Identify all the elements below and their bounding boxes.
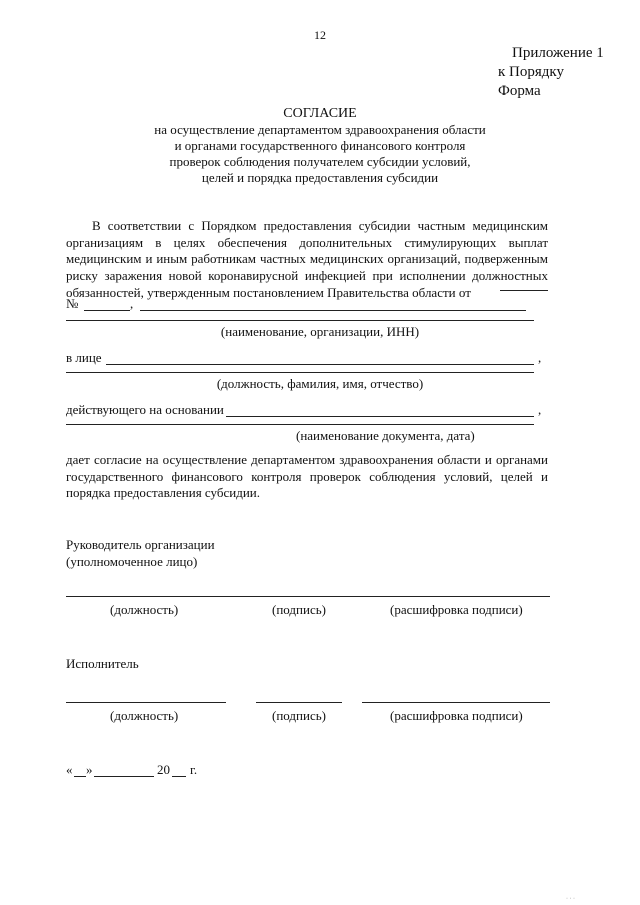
- head-signature-line: [66, 596, 550, 597]
- number-comma: ,: [130, 296, 134, 311]
- number-blank: [84, 310, 130, 311]
- head-line-1: Руководитель организации: [66, 537, 215, 552]
- acting-basis-comma: ,: [538, 402, 542, 417]
- executor-signature-caption: (подпись): [272, 708, 326, 723]
- title-line-2: и органами государственного финансового контроля: [174, 138, 466, 153]
- intro-paragraph: В соответствии с Порядком предоставления субсидии частным медицинским организациям в целях обеспечения дополнительных стимулирующих выплат медицинским и иным работникам частных медицинских организаций, подверженным риску заражения новой коронавирусной инфекцией при исполнении должностных обязанностей, утвержденным постановлением Правительства области от: [66, 218, 548, 300]
- in-person-blank: [106, 364, 534, 365]
- executor-position-line: [66, 702, 226, 703]
- date-year-suffix: г.: [190, 762, 198, 777]
- executor-position-caption: (должность): [110, 708, 179, 723]
- document-caption: (наименование документа, дата): [296, 428, 475, 443]
- in-person-label: в лице: [66, 350, 102, 365]
- in-person-comma: ,: [538, 350, 542, 365]
- executor-signature-line: [256, 702, 342, 703]
- title-line-1: на осуществление департаментом здравоохранения области: [154, 122, 486, 137]
- organization-caption: (наименование, организации, ИНН): [220, 324, 420, 339]
- executor-decoding-line: [362, 702, 550, 703]
- date-year-prefix: 20: [157, 762, 170, 777]
- organization-blank: [66, 320, 534, 321]
- title-blank: [140, 310, 526, 311]
- date-open-quote: «: [66, 762, 73, 777]
- head-label: [66, 536, 215, 570]
- head-signature-caption: (подпись): [272, 602, 326, 617]
- executor-label: Исполнитель: [66, 656, 139, 671]
- document-blank: [66, 424, 534, 425]
- person-caption: (должность, фамилия, имя, отчество): [216, 376, 424, 391]
- head-decoding-caption: (расшифровка подписи): [390, 602, 523, 617]
- executor-decoding-caption: (расшифровка подписи): [390, 708, 523, 723]
- date-month-blank: [94, 776, 154, 777]
- annex-line-3: Форма: [498, 83, 541, 99]
- head-line-2: (уполномоченное лицо): [66, 554, 198, 569]
- consent-paragraph: дает согласие на осуществление департаментом здравоохранения области и органами государственного финансового контроля проверок соблюдения условий, целей и порядка предоставления субсидии.: [66, 452, 548, 501]
- document-title: [0, 106, 640, 186]
- number-sign: №: [66, 296, 79, 311]
- date-day-blank: [74, 776, 86, 777]
- acting-basis-blank: [226, 416, 534, 417]
- title-heading: СОГЛАСИЕ: [283, 106, 357, 121]
- annex-line-1: Приложение 1: [512, 45, 604, 61]
- title-line-4: целей и порядка предоставления субсидии: [201, 170, 439, 185]
- page-number: 12: [314, 28, 326, 42]
- title-line-3: проверок соблюдения получателем субсидии условий,: [169, 154, 471, 169]
- scan-artifact: · · ·: [566, 896, 575, 902]
- annex-block: [498, 44, 604, 101]
- annex-line-2: к Порядку: [498, 64, 564, 80]
- person-blank: [66, 372, 534, 373]
- acting-basis-label: действующего на основании: [66, 402, 224, 417]
- date-year-blank: [172, 776, 186, 777]
- date-close-quote: »: [86, 762, 93, 777]
- date-blank: [500, 290, 548, 291]
- head-position-caption: (должность): [110, 602, 179, 617]
